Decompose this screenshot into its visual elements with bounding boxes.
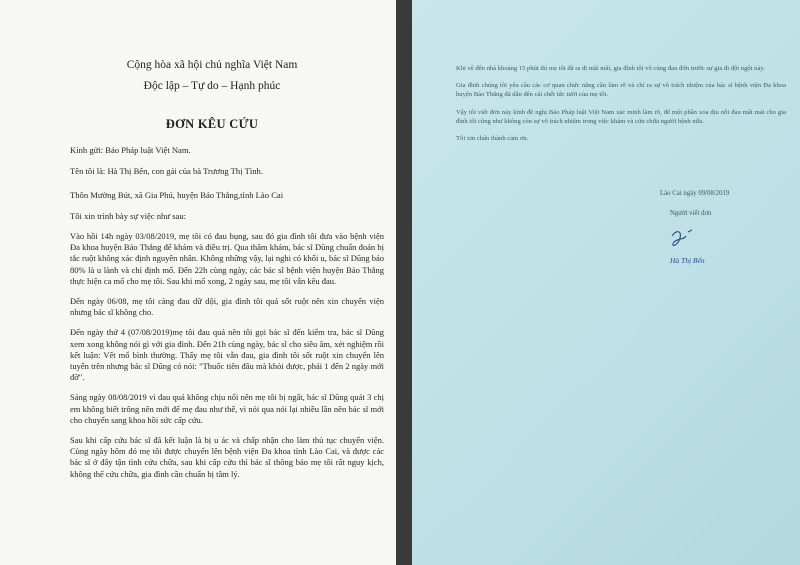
national-motto: Độc lập – Tự do – Hạnh phúc [143, 80, 281, 92]
sender-line: Tên tôi là: Hà Thị Bến, con gái của bà Trương Thị Tình. [70, 166, 263, 176]
letter-page-left [0, 0, 396, 565]
recipient-line: Kính gửi: Báo Pháp luật Việt Nam. [70, 145, 191, 155]
paragraph: Đến ngày thứ 4 (07/08/2019)mẹ tôi đau quá nên tôi gọi bác sĩ đến kiểm tra, bác sĩ Dũng xem xong không nói gì với gia đình. Đến 21h cùng ngày, bác sĩ cho siêu âm, xét nghiệm rồi kết luận: Vết mổ bình thường. Thấy mẹ tôi vẫn đau, gia đình tôi sốt ruột xin chuyển lên tuyến trên nhưng bác sĩ Dũng có nói: "Thuốc tiên đâu mà khỏi được, phải 1 đến 2 ngày mới đỡ". [70, 327, 384, 383]
signer-label: Người viết đơn [670, 210, 712, 217]
paragraph: Sau khi cấp cứu bác sĩ đã kết luận là bị u ác và chấp nhận cho làm thủ tục chuyển viện. Cùng ngày hôm đó mẹ tôi được chuyển lên bệnh viện Đa khoa tỉnh Lào Cai, và được các bác sĩ ở đây tận tình cứu chữa, sau khi cấp cứu thì bác sĩ thông báo mẹ tôi rất nguy kịch, không thể cứu chữa, gia đình cần chuẩn bị tâm lý. [70, 435, 384, 479]
paragraph: Gia đình chúng tôi yêu cầu các cơ quan chức năng cần làm rõ và chỉ ra sự vô trách nhiệm của bác sĩ bệnh viện Đa khoa huyện Bảo Thắng đã dẫn đến cái chết tức tưởi của mẹ tôi. [456, 82, 786, 99]
handwritten-signature [662, 228, 732, 273]
address-line: Thôn Mường Bút, xã Gia Phú, huyện Bảo Thắng,tỉnh Lào Cai [70, 190, 284, 200]
paragraph: Khi về đến nhà khoảng 15 phút thì mẹ tôi đã ra đi mãi mãi, gia đình tôi vô cùng đau đớn trước sự gia đi đột ngột này. [456, 65, 765, 72]
paragraph: Vào hồi 14h ngày 03/08/2019, mẹ tôi có đau bụng, sau đó gia đình tôi đưa vào bệnh viện Đa khoa huyện Bảo Thắng để khám và điều trị. Qua thăm khám, bác sĩ Dũng chuẩn đoán bị tắc ruột không xác định nguyên nhân. Không những vậy, lại nghi có khối u, bác sĩ Dũng bảo 80% là u lành và chỉ định mổ. Đến 22h cùng ngày, các bác sĩ bệnh viện huyện Bảo Thắng thực hiện ca mổ cho mẹ tôi. Sau khi mổ xong, 2 ngày sau, mẹ tôi vẫn kêu đau. [70, 231, 385, 286]
page-divider [396, 0, 412, 565]
paragraph: Vậy tôi viết đơn này kính đề nghị Báo Pháp luật Việt Nam xác minh làm rõ, để một phần xoa dịu nỗi đau mất mát cho gia đình tôi cũng như không còn sự vô trách nhiệm trong việc khám và cứu chữa người bệnh nữa. [456, 108, 786, 125]
document-title: ĐƠN KÊU CỨU [165, 117, 259, 131]
paragraph: Tôi xin chân thành cảm ơn. [456, 135, 529, 143]
national-name: Cộng hòa xã hội chủ nghĩa Việt Nam [126, 59, 298, 71]
paragraph: Sáng ngày 08/08/2019 vì đau quá không chịu nổi nên mẹ tôi bị ngất, bác sĩ Dũng quát 3 chị em không biết trông nên mới để mẹ đau như thế, vì nói qua nói lại nhiều lần nên bác sĩ mới cho chuyển sang khoa hồi sức cấp cứu. [70, 392, 384, 425]
letter-page-right [412, 0, 800, 565]
paragraph: Đến ngày 06/08, mẹ tôi càng đau dữ dội, gia đình tôi quá sốt ruột nên xin chuyển viện nhưng bác sĩ không cho. [70, 296, 384, 318]
signer-name: Hà Thị Bến [670, 256, 705, 265]
intro-line: Tôi xin trình bày sự việc như sau: [70, 211, 187, 221]
letter-date: Lào Cai ngày 09/08/2019 [660, 190, 730, 197]
